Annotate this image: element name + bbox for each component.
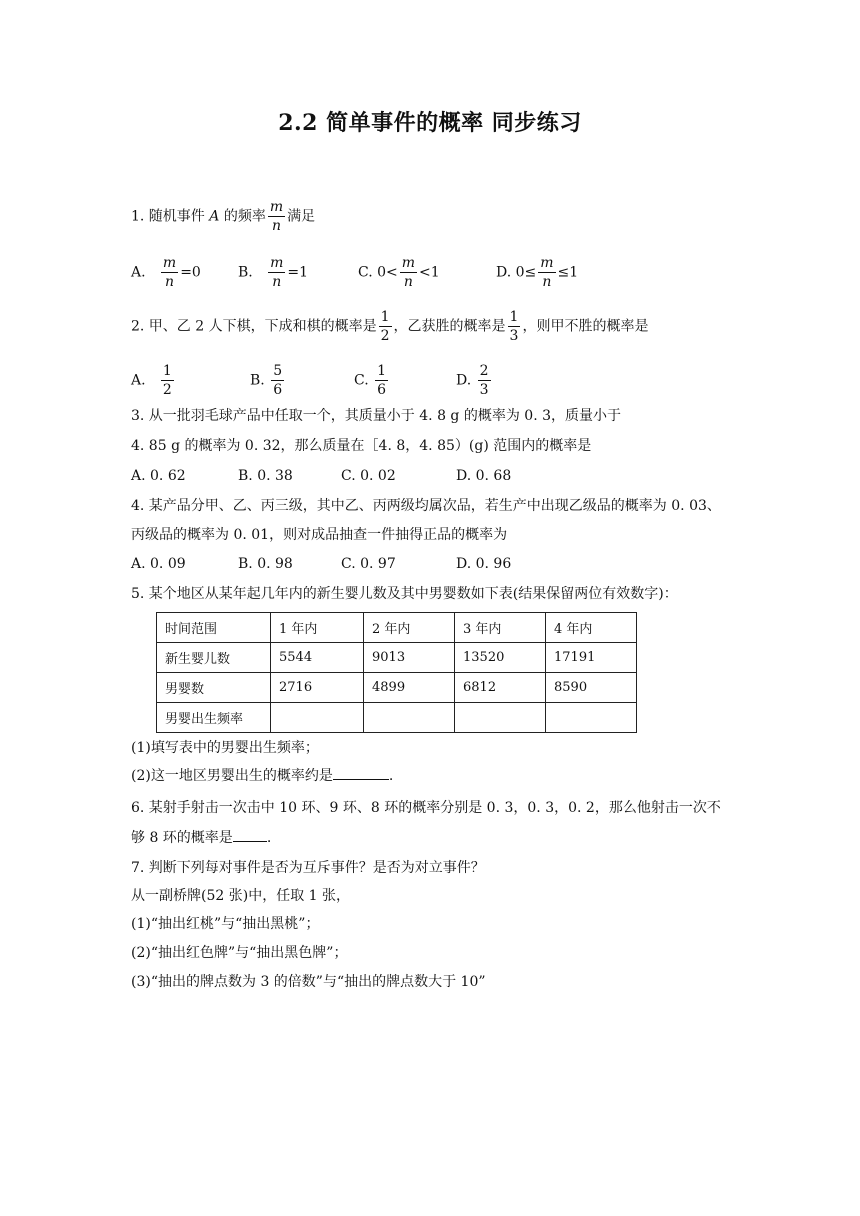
question-5-sub-2 <box>131 766 393 786</box>
q3-option-c: C. 0. 02 <box>341 468 396 484</box>
table-cell: 6812 <box>455 673 546 703</box>
q1-text-pre: 1. 随机事件 <box>131 208 210 225</box>
q4-option-c: C. 0. 97 <box>341 556 396 572</box>
q1-option-b <box>238 256 308 289</box>
q2-fraction-win <box>508 310 521 343</box>
option-label: D. 0≤ <box>496 264 537 281</box>
option-fraction <box>400 256 417 289</box>
fraction-numerator: m <box>540 255 554 271</box>
q3-option-a: A. 0. 62 <box>131 468 186 484</box>
table-cell: 5544 <box>271 643 364 673</box>
fraction-numerator: 5 <box>273 363 283 379</box>
fraction-numerator: 1 <box>377 363 387 379</box>
fraction-denominator: 6 <box>377 382 387 398</box>
table-cell: 2 年内 <box>364 613 455 643</box>
q1-text-post: 满足 <box>287 208 316 225</box>
table-cell: 17191 <box>546 643 637 673</box>
option-fraction <box>271 364 284 397</box>
option-fraction <box>538 256 555 289</box>
fraction-denominator: 3 <box>509 328 519 344</box>
table-cell-blank <box>271 703 364 733</box>
option-fraction <box>161 256 178 289</box>
fraction-denominator: 6 <box>273 382 283 398</box>
question-3-line-1: 3. 从一批羽毛球产品中任取一个，其质量小于 4. 8 g 的概率为 0. 3，质量小于 <box>131 408 621 424</box>
question-2-stem <box>131 310 648 343</box>
q2-text-pre: 2. 甲、乙 2 人下棋，下成和棋的概率是 <box>131 318 377 335</box>
option-fraction <box>161 364 174 397</box>
q1-option-c <box>358 256 440 289</box>
question-7-item-3: (3)“抽出的牌点数为 3 的倍数”与“抽出的牌点数大于 10” <box>131 974 486 990</box>
option-fraction <box>268 256 285 289</box>
fraction-denominator: n <box>542 274 552 290</box>
option-label: C. <box>354 372 369 389</box>
q2-text-mid: ，乙获胜的概率是 <box>393 318 506 335</box>
q2-option-b <box>250 364 286 397</box>
fraction-denominator: n <box>272 274 282 290</box>
question-5-sub-1: (1)填写表中的男婴出生频率； <box>131 740 319 756</box>
question-4-line-2: 丙级品的概率为 0. 01，则对成品抽查一件抽得正品的概率为 <box>131 527 508 543</box>
q6-line2-text: 够 8 环的概率是 <box>131 830 233 846</box>
q6-line2-period: . <box>266 830 272 846</box>
question-6-line-1: 6. 某射手射击一次击中 10 环、9 环、8 环的概率分别是 0. 3，0. 3，0. 2，那么他射击一次不 <box>131 800 721 816</box>
q4-option-a: A. 0. 09 <box>131 556 186 572</box>
q5-sub2-period: . <box>388 768 394 784</box>
option-value: ≤1 <box>557 264 579 281</box>
option-fraction <box>375 364 388 397</box>
table-cell: 4899 <box>364 673 455 703</box>
table-cell: 3 年内 <box>455 613 546 643</box>
fraction-denominator: n <box>165 274 175 290</box>
table-cell: 9013 <box>364 643 455 673</box>
option-value: =1 <box>287 264 309 281</box>
table-cell: 8590 <box>546 673 637 703</box>
birth-data-table <box>156 612 637 733</box>
option-label: B. <box>238 264 253 281</box>
option-label: B. <box>250 372 265 389</box>
q2-option-a <box>131 364 176 397</box>
option-value: <1 <box>419 264 440 281</box>
option-label: C. 0< <box>358 264 398 281</box>
fraction-numerator: 2 <box>479 363 489 379</box>
table-cell: 时间范围 <box>157 613 271 643</box>
q3-option-d: D. 0. 68 <box>456 468 512 484</box>
fraction-denominator: n <box>403 274 413 290</box>
q5-sub2-text: (2)这一地区男婴出生的概率约是 <box>131 768 333 784</box>
fraction-numerator: 1 <box>162 363 172 379</box>
question-3-line-2: 4. 85 g 的概率为 0. 32，那么质量在［4. 8，4. 85）(g) 范围内的概率是 <box>131 438 592 454</box>
question-7-item-2: (2)“抽出红色牌”与“抽出黑色牌”； <box>131 945 348 961</box>
fraction-denominator: 3 <box>479 382 489 398</box>
answer-blank <box>233 829 267 842</box>
q2-option-c <box>354 364 390 397</box>
q4-option-d: D. 0. 96 <box>456 556 512 572</box>
q4-option-b: B. 0. 98 <box>238 556 293 572</box>
table-cell: 13520 <box>455 643 546 673</box>
q2-fraction-draw <box>379 310 392 343</box>
table-cell: 1 年内 <box>271 613 364 643</box>
table-cell: 4 年内 <box>546 613 637 643</box>
option-label: D. <box>456 372 472 389</box>
q3-option-b: B. 0. 38 <box>238 468 293 484</box>
table-row <box>157 613 637 643</box>
q1-option-d <box>496 256 578 289</box>
answer-blank <box>333 767 389 780</box>
page-title: 2.2 简单事件的概率 同步练习 <box>278 110 582 136</box>
q2-text-post: ，则甲不胜的概率是 <box>522 318 649 335</box>
table-row <box>157 703 637 733</box>
fraction-denominator: n <box>271 218 281 234</box>
q1-fraction <box>268 200 285 233</box>
question-7-line-2: 从一副桥牌(52 张)中，任取 1 张， <box>131 888 350 904</box>
question-7-item-1: (1)“抽出红桃”与“抽出黑桃”； <box>131 916 320 932</box>
table-cell-blank <box>455 703 546 733</box>
question-7-line-1: 7. 判断下列每对事件是否为互斥事件？是否为对立事件？ <box>131 860 485 876</box>
table-cell-blank <box>364 703 455 733</box>
fraction-numerator: m <box>162 255 177 271</box>
table-cell: 男婴出生频率 <box>157 703 271 733</box>
table-row <box>157 643 637 673</box>
option-fraction <box>478 364 491 397</box>
table-cell: 2716 <box>271 673 364 703</box>
fraction-numerator: m <box>270 255 284 271</box>
option-label: A. <box>131 372 146 389</box>
fraction-denominator: 2 <box>380 328 390 344</box>
fraction-denominator: 2 <box>162 382 172 398</box>
option-value: =0 <box>180 264 201 281</box>
option-label: A. <box>131 264 146 281</box>
table-cell: 新生婴儿数 <box>157 643 271 673</box>
question-4-line-1: 4. 某产品分甲、乙、丙三级，其中乙、丙两级均属次品，若生产中出现乙级品的概率为 0. 03、 <box>131 498 721 514</box>
table-row <box>157 673 637 703</box>
fraction-numerator: m <box>401 255 416 271</box>
q1-option-a <box>131 256 201 289</box>
q1-text-mid: 的频率 <box>219 208 266 225</box>
table-cell: 男婴数 <box>157 673 271 703</box>
fraction-numerator: 1 <box>509 309 519 325</box>
fraction-numerator: m <box>269 199 284 215</box>
question-1-stem <box>131 200 315 233</box>
q2-option-d <box>456 364 493 397</box>
question-5-stem: 5. 某个地区从某年起几年内的新生婴儿数及其中男婴数如下表(结果保留两位有效数字)： <box>131 586 678 602</box>
question-6-line-2 <box>131 828 271 848</box>
q1-variable: A <box>209 208 220 225</box>
fraction-numerator: 1 <box>380 309 390 325</box>
table-cell-blank <box>546 703 637 733</box>
